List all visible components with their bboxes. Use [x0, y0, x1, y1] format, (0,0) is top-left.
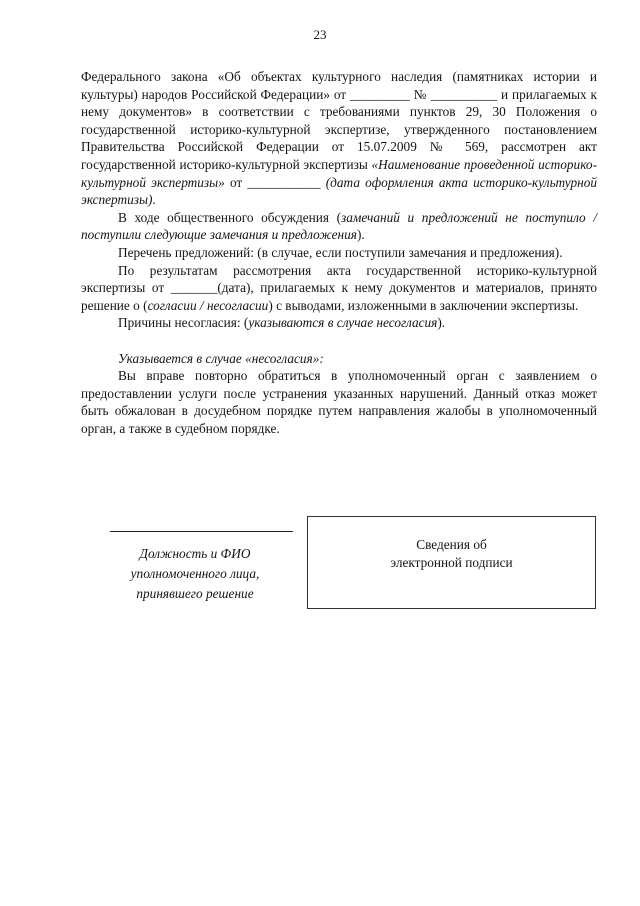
text-segment: ) с выводами, изложенными в заключении экспертизы.	[268, 297, 579, 313]
paragraph-proposals-list	[81, 244, 597, 262]
text-segment: Федерального закона «Об объектах культурного наследия (памятниках истории и культуры) народов Российской Федерации» от _________ № __________ и прилагаемых к нему документов» в соответствии с требованиями пунктов 29, 30 Положения о государственной историко-культурной экспертизе, утвержденного постановлением Правительства Российской Федерации от 15.07.2009 № 569, рассмотрен акт государственной историко-культурной экспертизы	[81, 69, 597, 172]
electronic-signature-label	[308, 536, 595, 572]
text-segment: По результатам рассмотрения акта государственной историко-культурной экспертизы от _______(дата), прилагаемых к нему документов и материалов, принято решение о (	[81, 262, 597, 313]
signature-caption-line: уполномоченного лица,	[130, 566, 260, 581]
text-segment: Причины несогласия: (	[118, 315, 249, 331]
page-number: 23	[313, 27, 327, 42]
spacer	[81, 332, 597, 350]
text-segment: Вы вправе повторно обратиться в уполномоченный орган с заявлением о предоставлении услуги после устранения указанных нарушений. Данный отказ может быть обжалован в досудебном порядке путем направления жалобы в уполномоченный орган, а также в судебном порядке.	[81, 368, 597, 436]
italic-segment: «Наименование проведенной историко-культурной экспертизы»	[81, 156, 597, 190]
text-segment: В ходе общественного обсуждения (	[118, 209, 341, 225]
paragraph-decision	[81, 262, 597, 315]
signature-caption-line: принявшего решение	[136, 586, 254, 601]
paragraph-appeal-rights	[81, 367, 597, 437]
text-segment: .	[152, 192, 156, 208]
paragraph-public-discussion	[81, 209, 597, 244]
paragraph-law-reference	[81, 68, 597, 209]
text-segment: ).	[356, 227, 365, 243]
italic-segment: замечаний и предложений не поступило / поступили следующие замечания и предложения	[81, 209, 597, 243]
italic-segment: согласии / несогласии	[147, 297, 269, 313]
text-segment: ).	[437, 315, 446, 331]
text-segment: Перечень предложений: (в случае, если поступили замечания и предложения).	[118, 244, 563, 260]
signature-caption	[95, 544, 295, 604]
document-body	[81, 68, 597, 437]
paragraph-disagreement-note	[81, 350, 597, 368]
electronic-signature-line: электронной подписи	[390, 555, 513, 570]
italic-segment: Указывается в случае «несогласия»:	[118, 350, 324, 366]
electronic-signature-line: Сведения об	[416, 537, 487, 552]
electronic-signature-box	[307, 516, 596, 609]
paragraph-disagreement-reasons	[81, 314, 597, 332]
signature-line	[110, 531, 293, 532]
italic-segment: (дата оформления акта историко-культурной экспертизы)	[81, 174, 597, 208]
italic-segment: указываются в случае несогласия	[248, 315, 438, 331]
text-segment: от ___________	[224, 174, 326, 190]
signature-caption-line: Должность и ФИО	[139, 546, 251, 561]
